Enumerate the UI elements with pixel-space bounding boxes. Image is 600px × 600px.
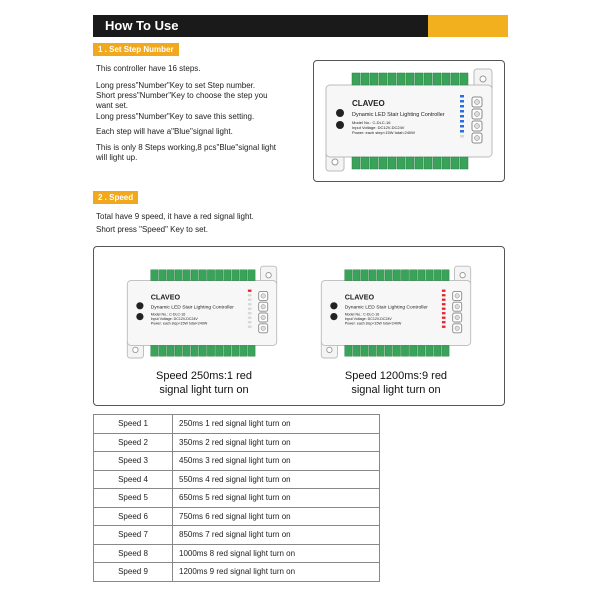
speed-cell: Speed 9: [94, 563, 173, 582]
terminal-block: [167, 270, 174, 281]
s1-line: This controller have 16 steps.: [96, 64, 201, 73]
table-row: [94, 507, 380, 526]
mounting-hole: [327, 347, 332, 352]
terminal-block: [353, 270, 360, 281]
voltage-text: Input Voltage: DC12V-DC24V: [150, 317, 198, 322]
model-text: Model No.: C-DLC-16: [344, 312, 380, 317]
indicator-led: [442, 312, 446, 314]
terminal-block: [460, 157, 468, 169]
terminal-block: [232, 270, 239, 281]
indicator-led: [248, 299, 252, 301]
product-name: Dynamic LED Stair Lighting Controller: [344, 305, 428, 311]
table-row: [94, 489, 380, 508]
terminal-block: [232, 345, 239, 356]
terminal-block: [361, 157, 369, 169]
indicator-led: [460, 100, 464, 103]
button-icon: [261, 304, 266, 309]
terminal-block: [401, 345, 408, 356]
s1-line: Each step will have a"Blue"signal light.: [96, 127, 233, 136]
number-key: [336, 109, 344, 117]
description-cell: 850ms 7 red signal light turn on: [173, 526, 380, 545]
indicator-led: [248, 290, 252, 292]
s1-line: Long press"Number"Key to set Step number.: [96, 81, 256, 90]
terminal-block: [433, 157, 441, 169]
terminal-block: [224, 345, 231, 356]
indicator-led: [442, 308, 446, 310]
mounting-hole: [133, 347, 138, 352]
terminal-block: [183, 270, 190, 281]
model-text: Model No.: C-DLC-16: [352, 120, 391, 125]
s1-line: will light up.: [96, 153, 138, 162]
controller-body: [326, 85, 492, 157]
caption-line: signal light turn on: [159, 384, 249, 396]
terminal-block: [377, 270, 384, 281]
terminal-block: [410, 270, 417, 281]
terminal-block: [424, 73, 432, 85]
terminal-block: [361, 73, 369, 85]
terminal-block: [385, 345, 392, 356]
indicator-led: [248, 317, 252, 319]
indicator-led: [460, 95, 464, 98]
terminal-block: [418, 270, 425, 281]
description-cell: 350ms 2 red signal light turn on: [173, 433, 380, 452]
terminal-block: [442, 73, 450, 85]
table-row: [94, 415, 380, 434]
description-cell: 650ms 5 red signal light turn on: [173, 489, 380, 508]
terminal-block: [216, 270, 223, 281]
terminal-block: [199, 270, 206, 281]
speed-cell: Speed 7: [94, 526, 173, 545]
terminal-block: [406, 157, 414, 169]
description-cell: 750ms 6 red signal light turn on: [173, 507, 380, 526]
terminal-block: [175, 345, 182, 356]
caption-line: Speed 1200ms:9 red: [344, 370, 448, 382]
speed-cell: Speed 6: [94, 507, 173, 526]
description-cell: 450ms 3 red signal light turn on: [173, 452, 380, 471]
terminal-block: [385, 270, 392, 281]
speed-key: [336, 121, 344, 129]
button-icon: [475, 112, 480, 117]
brand-logo: CLAVEO: [344, 292, 375, 302]
terminal-block: [388, 73, 396, 85]
indicator-led: [460, 105, 464, 108]
indicator-led: [248, 303, 252, 305]
speed-cell: Speed 5: [94, 489, 173, 508]
terminal-block: [167, 345, 174, 356]
speed-cell: Speed 2: [94, 433, 173, 452]
terminal-block: [207, 345, 214, 356]
s2-line: Total have 9 speed, it have a red signal light.: [96, 212, 254, 221]
brand-logo: CLAVEO: [352, 99, 385, 108]
indicator-led: [460, 115, 464, 118]
table-row: [94, 452, 380, 471]
indicator-led: [442, 290, 446, 292]
terminal-block: [379, 73, 387, 85]
indicator-led: [248, 312, 252, 314]
table-row: [94, 433, 380, 452]
indicator-led: [442, 299, 446, 301]
caption-speed-9: [316, 369, 476, 397]
terminal-block: [442, 345, 449, 356]
terminal-block: [370, 157, 378, 169]
indicator-led: [460, 120, 464, 123]
terminal-block: [393, 345, 400, 356]
indicator-led: [248, 308, 252, 310]
mounting-hole: [480, 76, 486, 82]
terminal-block: [415, 157, 423, 169]
terminal-block: [248, 270, 255, 281]
voltage-text: Input Voltage: DC12V-DC24V: [344, 317, 392, 322]
speed-cell: Speed 4: [94, 470, 173, 489]
terminal-block: [151, 270, 158, 281]
mounting-hole: [460, 273, 465, 278]
device-frame-step: [313, 60, 505, 182]
table-row: [94, 563, 380, 582]
indicator-led: [460, 125, 464, 128]
terminal-block: [345, 345, 352, 356]
button-icon: [455, 326, 460, 331]
terminal-block: [442, 157, 450, 169]
table-row: [94, 544, 380, 563]
terminal-block: [451, 73, 459, 85]
terminal-block: [207, 270, 214, 281]
table-row: [94, 470, 380, 489]
terminal-block: [183, 345, 190, 356]
terminal-block: [248, 345, 255, 356]
terminal-block: [199, 345, 206, 356]
terminal-block: [175, 270, 182, 281]
s2-line: Short press "Speed" Key to set.: [96, 225, 208, 234]
s1-line: This is only 8 Steps working,8 pcs"Blue"signal light: [96, 143, 276, 152]
terminal-block: [361, 345, 368, 356]
speed-cell: Speed 1: [94, 415, 173, 434]
power-text: Power: each step<15W total<240W: [150, 321, 208, 326]
power-text: Power: each step<15W total<240W: [352, 130, 415, 135]
description-cell: 1000ms 8 red signal light turn on: [173, 544, 380, 563]
controller-body: [321, 281, 470, 346]
terminal-block: [352, 157, 360, 169]
button-icon: [475, 124, 480, 129]
controller-illustration-speed-9: [306, 259, 486, 367]
s1-line: Short press"Number"Key to choose the step you: [96, 91, 268, 100]
indicator-led: [442, 294, 446, 296]
terminal-block: [216, 345, 223, 356]
number-key: [330, 302, 337, 309]
page-title: How To Use: [105, 18, 179, 33]
speed-cell: Speed 3: [94, 452, 173, 471]
button-icon: [455, 315, 460, 320]
terminal-block: [240, 270, 247, 281]
indicator-led: [248, 326, 252, 328]
indicator-led: [460, 135, 464, 138]
terminal-block: [434, 345, 441, 356]
terminal-block: [369, 270, 376, 281]
header-bar: [93, 15, 508, 37]
terminal-block: [159, 270, 166, 281]
terminal-block: [426, 345, 433, 356]
mounting-hole: [332, 159, 338, 165]
description-cell: 550ms 4 red signal light turn on: [173, 470, 380, 489]
section-tag-speed: 2 . Speed: [93, 191, 138, 204]
s1-line: want set.: [96, 101, 129, 110]
terminal-block: [370, 73, 378, 85]
indicator-led: [460, 110, 464, 113]
terminal-block: [426, 270, 433, 281]
terminal-block: [353, 345, 360, 356]
section-tag-set-step: 1 . Set Step Number: [93, 43, 179, 56]
button-icon: [455, 294, 460, 299]
button-icon: [475, 136, 480, 141]
voltage-text: Input Voltage: DC12V-DC24V: [352, 125, 405, 130]
speed-key: [136, 313, 143, 320]
controller-illustration-speed-1: [112, 259, 292, 367]
terminal-block: [379, 157, 387, 169]
terminal-block: [433, 73, 441, 85]
caption-speed-1: [124, 369, 284, 397]
terminal-block: [240, 345, 247, 356]
indicator-led: [442, 321, 446, 323]
speed-table: [93, 414, 380, 582]
terminal-block: [191, 270, 198, 281]
description-cell: 250ms 1 red signal light turn on: [173, 415, 380, 434]
caption-line: signal light turn on: [351, 384, 441, 396]
speed-cell: Speed 8: [94, 544, 173, 563]
terminal-block: [361, 270, 368, 281]
s1-line: Long press"Number"Key to save this setting.: [96, 112, 255, 121]
indicator-led: [442, 326, 446, 328]
caption-line: Speed 250ms:1 red: [155, 370, 252, 382]
terminal-block: [442, 270, 449, 281]
terminal-block: [397, 157, 405, 169]
terminal-block: [434, 270, 441, 281]
terminal-block: [460, 73, 468, 85]
terminal-block: [393, 270, 400, 281]
terminal-block: [410, 345, 417, 356]
terminal-block: [159, 345, 166, 356]
mounting-hole: [266, 273, 271, 278]
button-icon: [261, 315, 266, 320]
terminal-block: [424, 157, 432, 169]
button-icon: [475, 100, 480, 105]
product-name: Dynamic LED Stair Lighting Controller: [150, 305, 234, 311]
terminal-block: [224, 270, 231, 281]
terminal-block: [151, 345, 158, 356]
terminal-block: [406, 73, 414, 85]
button-icon: [261, 294, 266, 299]
indicator-led: [248, 321, 252, 323]
speed-key: [330, 313, 337, 320]
model-text: Model No.: C-DLC-16: [150, 312, 186, 317]
indicator-led: [442, 303, 446, 305]
number-key: [136, 302, 143, 309]
terminal-block: [345, 270, 352, 281]
terminal-block: [377, 345, 384, 356]
terminal-block: [401, 270, 408, 281]
brand-logo: CLAVEO: [150, 292, 181, 302]
terminal-block: [397, 73, 405, 85]
table-row: [94, 526, 380, 545]
terminal-block: [418, 345, 425, 356]
terminal-block: [415, 73, 423, 85]
indicator-led: [460, 130, 464, 133]
terminal-block: [451, 157, 459, 169]
power-text: Power: each step<15W total<240W: [344, 321, 402, 326]
terminal-block: [388, 157, 396, 169]
description-cell: 1200ms 9 red signal light turn on: [173, 563, 380, 582]
controller-body: [127, 281, 276, 346]
header-accent: [428, 15, 508, 37]
button-icon: [455, 304, 460, 309]
controller-illustration-blue: [314, 61, 504, 181]
speed-frame: [93, 246, 505, 406]
product-name: Dynamic LED Stair Lighting Controller: [352, 112, 445, 118]
button-icon: [261, 326, 266, 331]
indicator-led: [248, 294, 252, 296]
terminal-block: [352, 73, 360, 85]
indicator-led: [442, 317, 446, 319]
terminal-block: [191, 345, 198, 356]
terminal-block: [369, 345, 376, 356]
